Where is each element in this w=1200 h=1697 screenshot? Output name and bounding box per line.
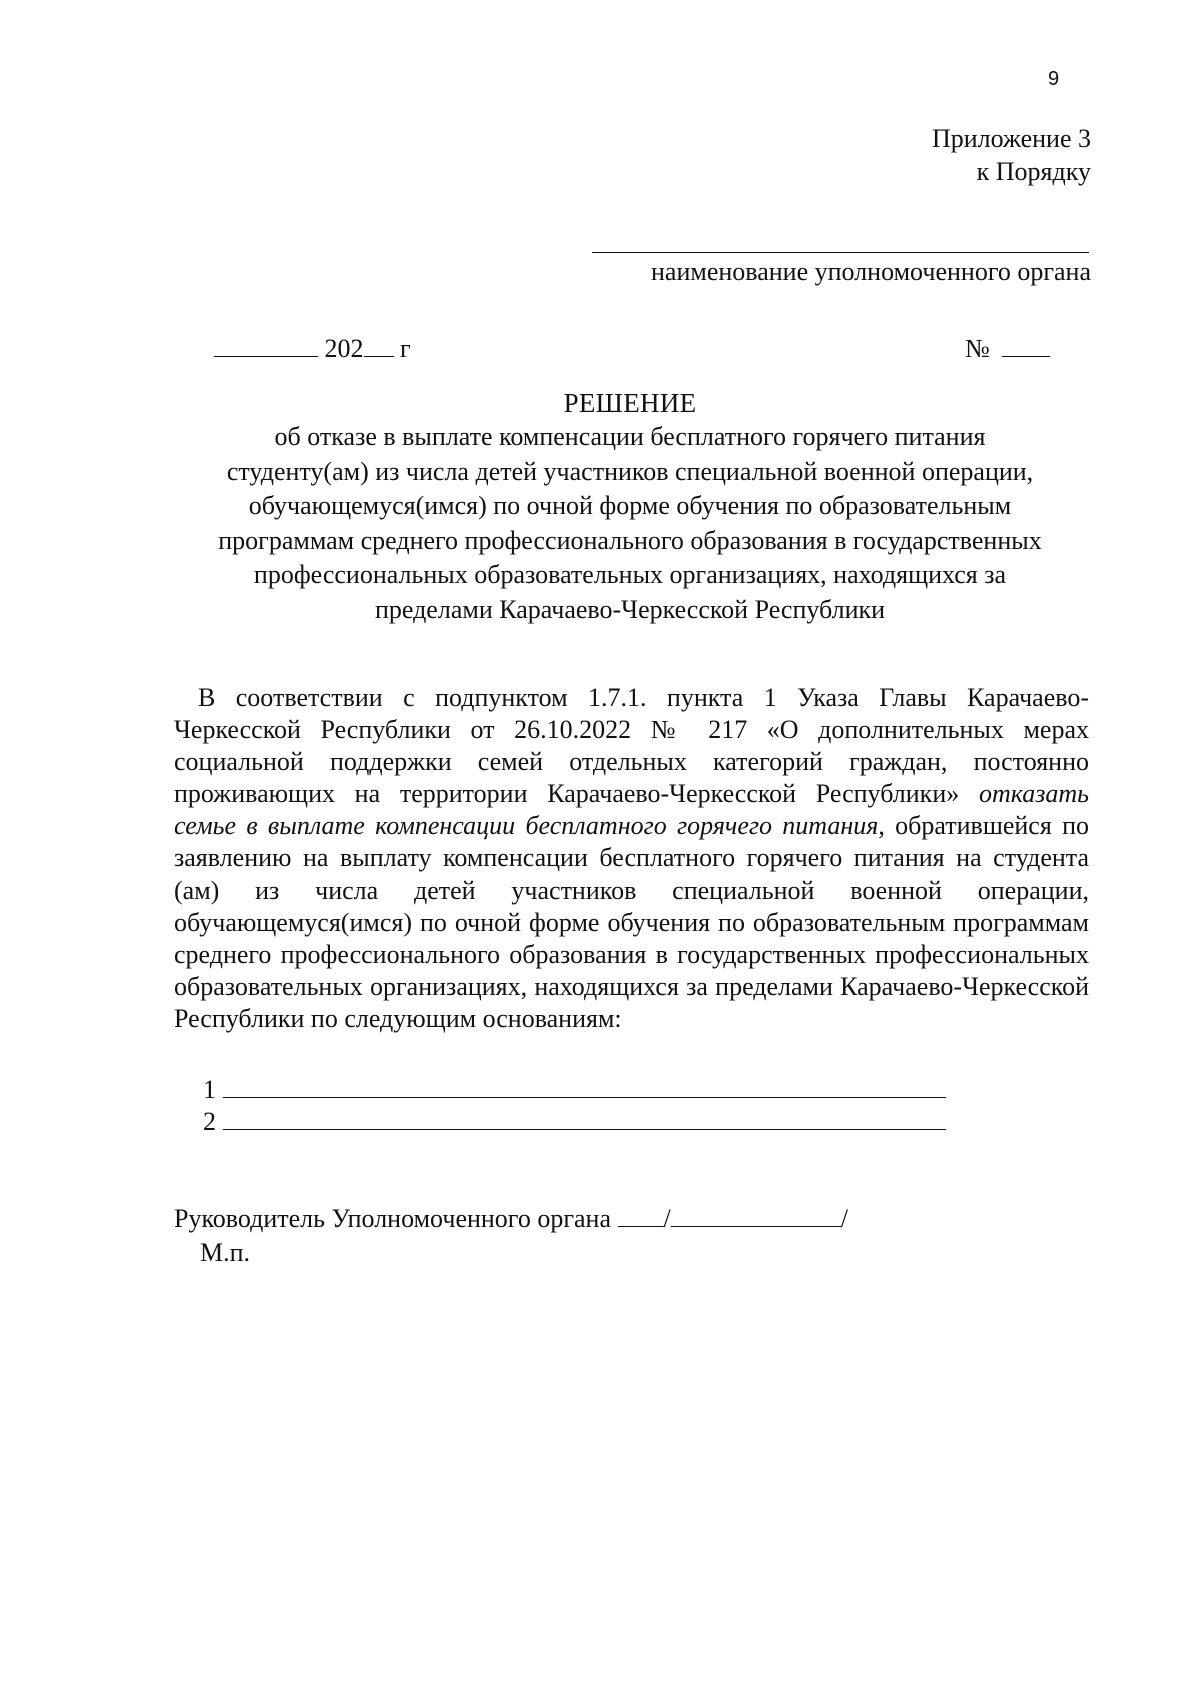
annex-line-2: к Порядку (976, 157, 1091, 186)
body-part-2: , обратившейся по заявлению на выплату компенсации бесплатного горячего питания на студента (ам) из числа детей участников специальной военной операции, обучающемуся(имся) по очной форме обучения по образовательным программам среднего профессионального образования в государственных профессиональных образовательных организациях, находящихся за пределами Карачаево-Черкесской Республики по следующим основаниям: (174, 811, 1089, 1033)
annex-line-1: Приложение 3 (931, 124, 1091, 153)
page-number: 9 (1048, 68, 1060, 90)
subtitle-line: об отказе в выплате компенсации бесплатного горячего питания (274, 422, 986, 451)
subtitle-line: профессиональных образовательных организациях, находящихся за (253, 560, 1007, 590)
reason-item (203, 1073, 946, 1106)
reason-number: 2 (203, 1107, 216, 1136)
signature-label: Руководитель Уполномоченного органа (174, 1204, 618, 1233)
reason-blank-line (223, 1073, 946, 1098)
number-blank (1002, 330, 1050, 357)
annex-heading (932, 122, 1091, 188)
signature-line (174, 1200, 848, 1235)
body-part-1: В соответствии с подпунктом 1.7.1. пункта 1 Указа Главы Карачаево-Черкесской Республики от 26.10.2022 № 217 «О дополнительных мерах социальной поддержки семей отдельных категорий граждан, постоянно проживающих на территории Карачаево-Черкесской Республики» (174, 683, 1089, 809)
subtitle-line: программам среднего профессионального образования в государственных (218, 525, 1042, 555)
subtitle-line: пределами Карачаево-Черкесской Республики (374, 594, 886, 624)
name-blank (671, 1200, 841, 1227)
reason-item (203, 1105, 946, 1138)
reason-number: 1 (203, 1075, 216, 1104)
document-number-field (965, 330, 1050, 365)
reason-blank-line (223, 1105, 946, 1130)
date-day-month-blank (214, 330, 318, 357)
date-year-suffix: г (393, 334, 411, 363)
document-title: РЕШЕНИЕ (563, 388, 697, 418)
stamp-place: М.п. (200, 1238, 251, 1267)
document-subtitle (140, 420, 1120, 628)
signature-slash-1: / (663, 1204, 671, 1233)
decision-body (174, 682, 1089, 1035)
subtitle-line: студенту(ам) из числа детей участников специальной военной операции, (226, 456, 1034, 486)
subtitle-line: обучающемуся(имся) по очной форме обучения по образовательным (248, 491, 1012, 521)
authority-caption: наименование уполномоченного органа (651, 257, 1091, 286)
authority-blank-line (592, 252, 1089, 253)
signature-blank (618, 1200, 664, 1227)
date-year-blank (364, 330, 394, 357)
date-field (214, 330, 411, 365)
body-italic-decision: отказать семье в выплате компенсации бесплатного горячего питания (174, 779, 1089, 841)
date-year-prefix: 202 (324, 334, 364, 363)
number-label: № (965, 334, 990, 363)
signature-slash-2: / (840, 1204, 848, 1233)
